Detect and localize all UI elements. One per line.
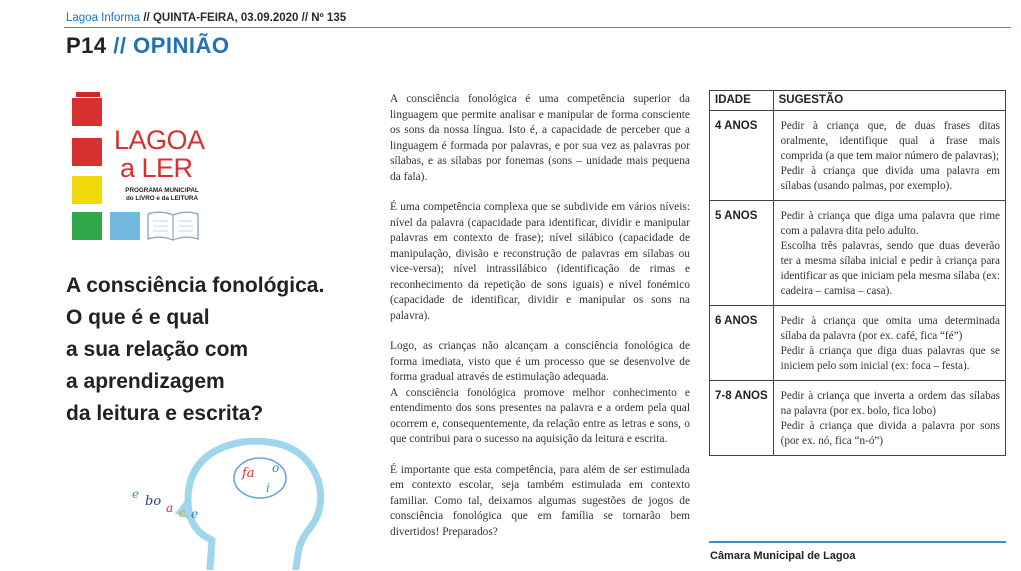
suggestion-text: Pedir à criança que diga uma palavra que rime com a palavra dita pelo adulto. <box>780 210 1000 237</box>
table-row <box>710 201 1006 306</box>
head-outline-icon <box>188 441 321 568</box>
headline-line: a aprendizagem <box>66 370 225 393</box>
column-header-suggestion: SUGESTÃO <box>773 91 1005 111</box>
lagoa-a-ler-logo <box>72 92 212 250</box>
article-headline <box>66 270 386 430</box>
logo-subtitle-line2: do LIVRO e da LEITURA <box>125 194 199 202</box>
publication-name: Lagoa Informa <box>66 12 141 24</box>
age-cell: 5 ANOS <box>710 201 774 306</box>
logo-red-square-icon <box>72 98 102 126</box>
trail-letter: bo <box>145 494 162 509</box>
table-header-row <box>710 91 1006 111</box>
footer-rule <box>709 541 1006 543</box>
trail-letter: c <box>179 506 186 520</box>
head-letter: o <box>272 461 280 475</box>
header-rule <box>64 27 1011 28</box>
body-paragraph: É uma competência complexa que se subdivide em vários níveis: nível da palavra (capacidade para identificar, dividir e manipular palavras em contexto de frase); nível silábico (capacidade de manipulação, divisão e reconstrução de palavras em sílabas ou vice-versa); nível intrassilábico (identificação de rimas e reconhecimento da repetição de sons iguais) e nível fonémico (capacidade de identificar, dividir e manipular os sons na palavra). <box>390 201 690 322</box>
trail-letter: e <box>132 487 140 501</box>
age-cell: 7-8 ANOS <box>710 381 774 456</box>
section-name: // OPINIÃO <box>106 33 230 58</box>
logo-book-top-icon <box>76 92 100 97</box>
logo-subtitle-line1: PROGRAMA MUNICIPAL <box>125 187 199 194</box>
suggestion-text: Pedir à criança que divida uma palavra em sílabas (usando palmas, por exemplo). <box>780 165 1000 192</box>
head-letter: fa <box>242 466 255 481</box>
page-number: P14 <box>66 33 107 58</box>
trail-letter: e <box>191 507 199 521</box>
age-cell: 6 ANOS <box>710 306 774 381</box>
logo-subtitle <box>112 187 212 202</box>
headline-line: A consciência fonológica. <box>66 274 325 297</box>
logo-green-square-icon <box>72 212 102 240</box>
head-letters-illustration <box>130 430 335 570</box>
table-row <box>710 381 1006 456</box>
logo-title-line2: a LER <box>120 153 193 183</box>
age-cell: 4 ANOS <box>710 111 774 201</box>
body-paragraph: A consciência fonológica é uma competência superior da linguagem que permite analisar e manipular de forma consciente os sons da nossa língua. Isto é, a capacidade de perceber que a linguagem é formada por palavras, e por sua vez as palavras por sílabas, e as sílabas por fonemas (sons – unidade mais pequena da fala). <box>390 93 690 183</box>
body-paragraph: A consciência fonológica promove melhor conhecimento e entendimento dos sons presentes na palavra e a ordem pela qual ocorrem e, consequentemente, da relação entre as letras e sons, o que contribui para o sucesso na aquisição da leitura e escrita. <box>390 386 690 445</box>
headline-line: a sua relação com <box>66 338 249 361</box>
suggestion-text: Pedir à criança que, de duas frases ditas oralmente, identifique qual a frase mais comprida (a que tem maior número de palavras); <box>780 120 1000 162</box>
headline-line: O que é e qual <box>66 306 210 329</box>
logo-red-square-2-icon <box>72 138 102 166</box>
open-book-icon <box>146 210 200 242</box>
body-paragraph: Logo, as crianças não alcançam a consciência fonológica de forma imediata, visto que é um processo que se desenvolve de forma gradual através de estimulação adequada. <box>390 340 690 383</box>
suggestion-text: Pedir à criança que inverta a ordem das sílabas na palavra (por ex. bolo, fica lobo) <box>780 390 1000 417</box>
suggestion-text: Escolha três palavras, sendo que duas deverão ter a mesma sílaba inicial e pedir à criança para identificar as que iniciam pela mesma sílaba (ex: cadeira – camisa – casa). <box>780 240 1000 297</box>
headline-line: da leitura e escrita? <box>66 402 264 425</box>
suggestion-text: Pedir à criança que omita uma determinada sílaba da palavra (por ex. café, fica “fé”) <box>780 315 1000 342</box>
body-paragraph: É importante que esta competência, para além de ser estimulada em contexto escolar, seja também estimulada em contexto familiar. Como tal, deixamos algumas sugestões de jogos de consciência fonológica que em família se tornarão bem divertidos! Preparados? <box>390 463 690 538</box>
column-header-age: IDADE <box>710 91 774 111</box>
suggestion-text: Pedir à criança que divida a palavra por sons (por ex. nó, fica “n-ó”) <box>780 420 1000 447</box>
head-letter: i <box>266 481 270 495</box>
logo-title-line1: LAGOA <box>114 125 205 155</box>
issue-date-number: // QUINTA-FEIRA, 03.09.2020 // Nº 135 <box>140 12 347 24</box>
logo-blue-square-icon <box>110 212 140 240</box>
suggestions-table <box>709 90 1006 456</box>
suggestion-cell <box>773 381 1005 456</box>
suggestion-cell <box>773 201 1005 306</box>
suggestion-cell <box>773 306 1005 381</box>
logo-title <box>114 126 205 182</box>
page-section-title <box>66 33 230 59</box>
suggestion-text: Pedir à criança que diga duas palavras que se iniciem pelo som inicial (ex: foca – festa). <box>780 345 1000 372</box>
logo-yellow-square-icon <box>72 176 102 204</box>
suggestion-cell <box>773 111 1005 201</box>
table-row <box>710 306 1006 381</box>
issue-header <box>66 12 346 24</box>
article-body <box>390 92 690 555</box>
table-row <box>710 111 1006 201</box>
footer-author: Câmara Municipal de Lagoa <box>710 550 856 562</box>
trail-letter: a <box>166 501 174 515</box>
